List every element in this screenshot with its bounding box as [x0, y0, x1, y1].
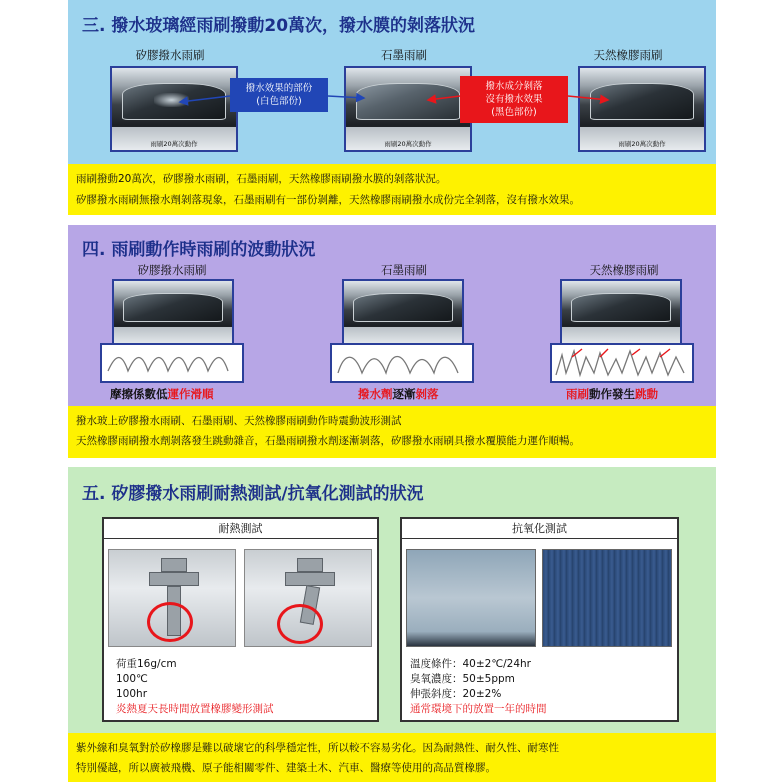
- condition-line: 100℃: [116, 673, 148, 685]
- callout-line: 撥水成分剝落: [485, 81, 543, 92]
- callout-line: 撥水效果的部份: [245, 83, 313, 94]
- note-line: 撥水玻上矽膠撥水雨刷、石墨雨刷、天然橡膠雨刷動作時震動波形測試: [76, 415, 402, 427]
- arrow-to-graphite: [328, 96, 364, 98]
- waveform-smooth: [102, 345, 242, 381]
- note-line: 紫外線和臭氧對於矽橡膠是難以破壞它的科學穩定性，所以較不容易劣化。因為耐熱性、耐久性、耐寒性: [76, 742, 559, 754]
- ozone-test-panel: [400, 517, 679, 722]
- ozone-test-conditions: [410, 657, 547, 717]
- note-line: 天然橡膠雨刷撥水劑剝落發生跳動雜音，石墨雨刷撥水劑逐漸剝落，矽膠撥水雨刷具撥水覆膜能力運作順暢。: [76, 435, 580, 447]
- label-graphite-wiper: 石墨雨刷: [381, 263, 427, 277]
- section-3-title: 三. 撥水玻璃經雨刷撥動20萬次，撥水膜的剝落狀況: [82, 16, 476, 36]
- condition-line: 100hr: [116, 688, 148, 700]
- arrow-to-silicone: [180, 96, 230, 102]
- ozone-test-header: 抗氧化測試: [402, 519, 677, 539]
- caption-red: 撥水劑: [358, 387, 393, 401]
- section-4-title: 四. 雨刷動作時雨刷的波動狀況: [82, 240, 316, 260]
- photo-silicone-wiper-action: [112, 279, 234, 347]
- heat-test-header: 耐熱測試: [104, 519, 377, 539]
- condition-note: 炎熱夏天長時間放置橡膠變形測試: [116, 703, 274, 715]
- waveform-chatter: [552, 345, 692, 381]
- section-5-title: 五. 矽膠撥水雨刷耐熱測試/抗氧化測試的狀況: [82, 484, 424, 504]
- section-5-notes: [68, 733, 716, 782]
- photo-rubber-wiper-action: [560, 279, 682, 347]
- note-line: 特別優越，所以廣被飛機、原子能相關零件、建築土木、汽車、醫療等使用的高品質橡膠。: [76, 762, 496, 774]
- caption-graphite-peeling: [358, 386, 439, 402]
- condition-line: 溫度條件：40±2℃/24hr: [410, 658, 532, 670]
- waveform-silicone: [100, 343, 244, 383]
- caption-red: 跳動: [635, 387, 658, 401]
- waveform-irregular: [332, 345, 472, 381]
- label-silicone-wiper: 矽膠撥水雨刷: [135, 48, 205, 62]
- caption-red: 雨刷: [566, 387, 589, 401]
- heat-test-photo-after: [244, 549, 372, 647]
- condition-line: 荷重16g/cm: [116, 658, 177, 670]
- deformation-circle: [147, 602, 193, 642]
- caption-red: 剝落: [415, 387, 439, 401]
- heat-test-panel: [102, 517, 379, 722]
- caption-silicone-smooth: [110, 386, 214, 402]
- label-rubber-wiper: 天然橡膠雨刷: [593, 48, 663, 62]
- label-silicone-wiper: 矽膠撥水雨刷: [137, 263, 207, 277]
- photo-caption: 雨刷20萬次動作: [384, 140, 432, 148]
- section-4: [68, 225, 716, 447]
- section-3: [68, 0, 716, 215]
- label-rubber-wiper: 天然橡膠雨刷: [589, 263, 659, 277]
- chatter-markers: [572, 349, 670, 357]
- section-3-notes: [68, 164, 716, 215]
- caption-rubber-chatter: [566, 386, 658, 402]
- photo-caption: 雨刷20萬次動作: [150, 140, 198, 148]
- ozone-test-photo-before: [406, 549, 536, 647]
- note-line: 雨刷撥動20萬次，矽膠撥水雨刷，石墨雨刷，天然橡膠雨刷撥水膜的剝落狀況。: [76, 173, 447, 185]
- waveform-graphite: [330, 343, 474, 383]
- condition-note: 通常環境下的放置一年的時間: [410, 703, 547, 715]
- waveform-rubber: [550, 343, 694, 383]
- condition-line: 伸張斜度：20±2%: [410, 688, 502, 700]
- caption-red: 運作滑順: [167, 387, 214, 401]
- note-line: 矽膠撥水雨刷無撥水劑剝落現象，石墨雨刷有一部份剝離，天然橡膠雨刷撥水成份完全剝落，沒有撥水效果。: [76, 194, 580, 206]
- ozone-test-photo-after: [542, 549, 672, 647]
- section-5: [68, 467, 716, 782]
- arrow-to-rubber: [568, 96, 608, 100]
- callout-line: 沒有撥水效果: [485, 94, 543, 105]
- callout-line: (白色部份): [256, 96, 302, 107]
- photo-caption: 雨刷20萬次動作: [618, 140, 666, 148]
- caption-black: 摩擦係數低: [110, 387, 168, 401]
- caption-black: 動作發生: [589, 387, 635, 401]
- caption-black: 逐漸: [392, 387, 416, 401]
- section-4-notes: [68, 406, 716, 458]
- heat-test-conditions: [116, 657, 274, 717]
- arrow-to-graphite-dark: [428, 96, 460, 100]
- deformation-circle: [277, 604, 323, 644]
- heat-test-photo-before: [108, 549, 236, 647]
- condition-line: 臭氧濃度：50±5ppm: [410, 673, 515, 685]
- photo-graphite-wiper-action: [342, 279, 464, 347]
- label-graphite-wiper: 石墨雨刷: [381, 48, 427, 62]
- callout-line: (黑色部份): [491, 107, 537, 118]
